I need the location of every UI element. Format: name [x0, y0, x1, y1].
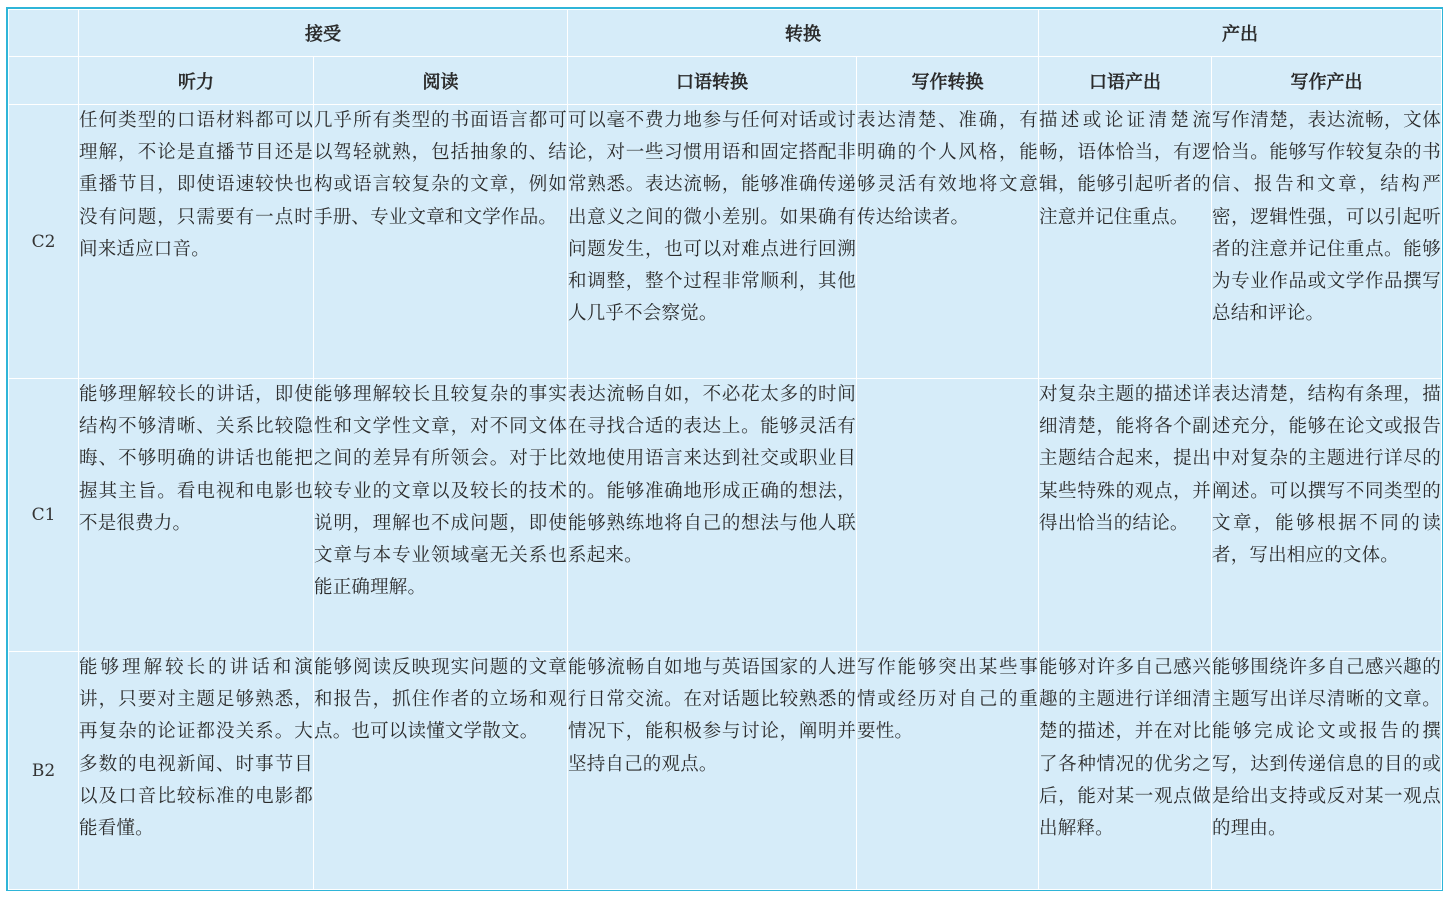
language-skills-table: [8, 9, 1442, 890]
table-row: [9, 105, 1442, 379]
table-cell: 能够理解较长的讲话，即使结构不够清晰、关系比较隐晦、不够明确的讲话也能把握其主旨。看电视和电影也不是很费力。: [79, 379, 314, 652]
column-header-row: [9, 57, 1442, 105]
column-header-reading: 阅读: [314, 57, 568, 105]
column-header-written-mediation: 写作转换: [857, 57, 1039, 105]
column-header-written-production: 写作产出: [1212, 57, 1442, 105]
level-label: C1: [9, 379, 79, 652]
group-header-row: [9, 10, 1442, 57]
column-header-oral-mediation: 口语转换: [568, 57, 857, 105]
corner-cell: [9, 10, 79, 57]
table-row: [9, 652, 1442, 890]
table-cell: 几乎所有类型的书面语言都可以驾轻就熟，包括抽象的、结构或语言较复杂的文章，例如手册、专业文章和文学作品。: [314, 105, 568, 379]
table-cell: 可以毫不费力地参与任何对话或讨论，对一些习惯用语和固定搭配非常熟悉。表达流畅，能够准确传递出意义之间的微小差别。如果确有问题发生，也可以对难点进行回溯和调整，整个过程非常顺利，其他人几乎不会察觉。: [568, 105, 857, 379]
column-header-oral-production: 口语产出: [1039, 57, 1212, 105]
group-header-reception: 接受: [79, 10, 568, 57]
table-cell: 写作清楚，表达流畅，文体恰当。能够写作较复杂的书信、报告和文章，结构严密，逻辑性强，可以引起听者的注意并记住重点。能够为专业作品或文学作品撰写总结和评论。: [1212, 105, 1442, 379]
table-row: [9, 379, 1442, 652]
table-cell: 能够理解较长且较复杂的事实性和文学性文章，对不同文体之间的差异有所领会。对于比较专业的文章以及较长的技术说明，理解也不成问题，即使文章与本专业领域毫无关系也能正确理解。: [314, 379, 568, 652]
table-cell: [857, 379, 1039, 652]
level-label: C2: [9, 105, 79, 379]
corner-cell-sub: [9, 57, 79, 105]
table-frame: [6, 7, 1443, 891]
column-header-listening: 听力: [79, 57, 314, 105]
table-cell: 能够阅读反映现实问题的文章和报告，抓住作者的立场和观点。也可以读懂文学散文。: [314, 652, 568, 890]
table-cell: 能够流畅自如地与英语国家的人进行日常交流。在对话题比较熟悉的情况下，能积极参与讨论，阐明并坚持自己的观点。: [568, 652, 857, 890]
group-header-production: 产出: [1039, 10, 1442, 57]
table-cell: 能够围绕许多自己感兴趣的主题写出详尽清晰的文章。能够完成论文或报告的撰写，达到传递信息的目的或是给出支持或反对某一观点的理由。: [1212, 652, 1442, 890]
level-label: B2: [9, 652, 79, 890]
table-cell: 表达流畅自如，不必花太多的时间在寻找合适的表达上。能够灵活有效地使用语言来达到社交或职业目的。能够准确地形成正确的想法，能够熟练地将自己的想法与他人联系起来。: [568, 379, 857, 652]
table-cell: 写作能够突出某些事情或经历对自己的重要性。: [857, 652, 1039, 890]
table-cell: 对复杂主题的描述详细清楚，能将各个副主题结合起来，提出某些特殊的观点，并得出恰当的结论。: [1039, 379, 1212, 652]
table-cell: 表达清楚，结构有条理，描述充分，能够在论文或报告中对复杂的主题进行详尽的阐述。可以撰写不同类型的文章，能够根据不同的读者，写出相应的文体。: [1212, 379, 1442, 652]
table-cell: 表达清楚、准确，有明确的个人风格，能够灵活有效地将文意传达给读者。: [857, 105, 1039, 379]
table-cell: 能够对许多自己感兴趣的主题进行详细清楚的描述，并在对比了各种情况的优劣之后，能对某一观点做出解释。: [1039, 652, 1212, 890]
group-header-mediation: 转换: [568, 10, 1039, 57]
table-cell: 任何类型的口语材料都可以理解，不论是直播节目还是重播节目，即使语速较快也没有问题，只需要有一点时间来适应口音。: [79, 105, 314, 379]
table-cell: 能够理解较长的讲话和演讲，只要对主题足够熟悉，再复杂的论证都没关系。大多数的电视新闻、时事节目以及口音比较标准的电影都能看懂。: [79, 652, 314, 890]
table-cell: 描述或论证清楚流畅，语体恰当，有逻辑，能够引起听者的注意并记住重点。: [1039, 105, 1212, 379]
